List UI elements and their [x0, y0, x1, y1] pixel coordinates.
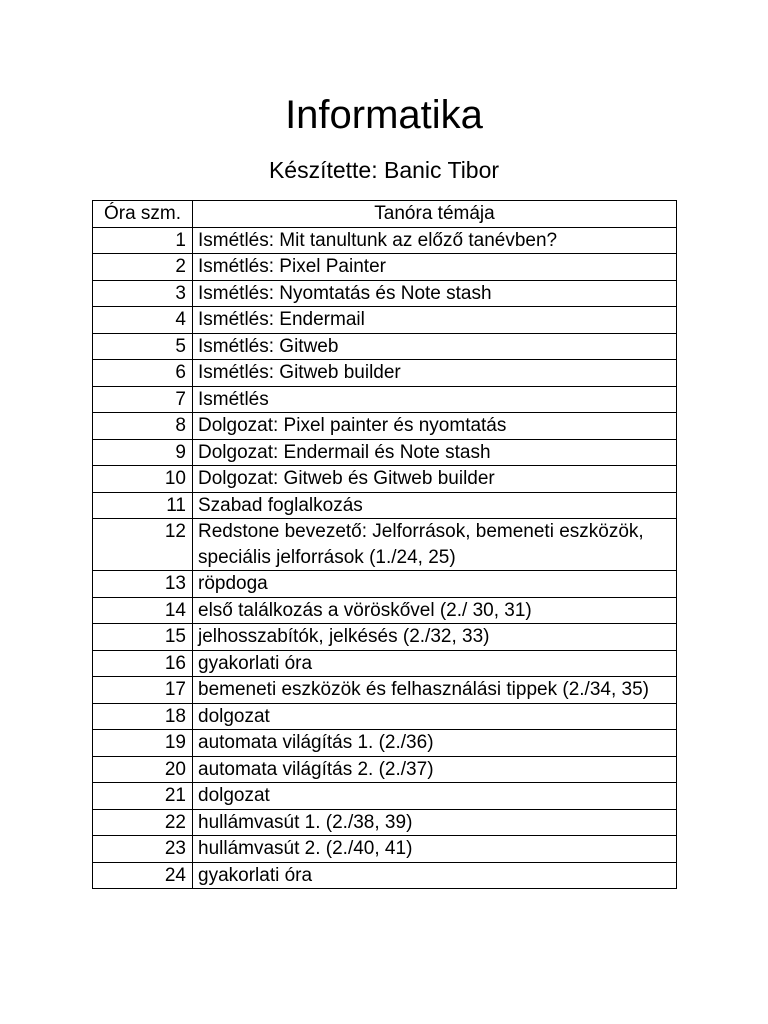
table-row [93, 227, 677, 254]
lesson-number-cell: 17 [93, 677, 193, 704]
table-header-row [93, 201, 677, 228]
table-row [93, 254, 677, 281]
lesson-topic-cell: Dolgozat: Gitweb és Gitweb builder [193, 466, 677, 493]
lesson-topic-cell: dolgozat [193, 703, 677, 730]
lesson-topic-cell: gyakorlati óra [193, 862, 677, 889]
lesson-number-cell: 21 [93, 783, 193, 810]
table-row [93, 386, 677, 413]
lesson-number-cell: 8 [93, 413, 193, 440]
lesson-topic-cell: bemeneti eszközök és felhasználási tippek (2./34, 35) [193, 677, 677, 704]
table-row [93, 413, 677, 440]
lesson-topic-cell: Ismétlés: Pixel Painter [193, 254, 677, 281]
lesson-number-cell: 7 [93, 386, 193, 413]
lesson-topic-cell: Ismétlés: Nyomtatás és Note stash [193, 280, 677, 307]
table-row [93, 677, 677, 704]
lesson-number-cell: 6 [93, 360, 193, 387]
column-header-lesson-number: Óra szm. [93, 201, 193, 228]
lesson-topic-cell: hullámvasút 1. (2./38, 39) [193, 809, 677, 836]
lesson-topic-cell: Dolgozat: Pixel painter és nyomtatás [193, 413, 677, 440]
lesson-number-cell: 15 [93, 624, 193, 651]
lesson-number-cell: 11 [93, 492, 193, 519]
lesson-number-cell: 13 [93, 571, 193, 598]
lesson-topic-cell: dolgozat [193, 783, 677, 810]
table-row [93, 862, 677, 889]
table-row [93, 492, 677, 519]
lesson-number-cell: 2 [93, 254, 193, 281]
lesson-topic-cell: első találkozás a vöröskővel (2./ 30, 31) [193, 597, 677, 624]
lesson-topic-cell: Redstone bevezető: Jelforrások, bemeneti eszközök, speciális jelforrások (1./24, 25) [193, 519, 677, 571]
lesson-number-cell: 22 [93, 809, 193, 836]
lesson-topic-cell: hullámvasút 2. (2./40, 41) [193, 836, 677, 863]
lesson-topic-cell: Ismétlés: Gitweb [193, 333, 677, 360]
table-row [93, 703, 677, 730]
table-row [93, 466, 677, 493]
table-body [93, 227, 677, 889]
lesson-topic-cell: Ismétlés [193, 386, 677, 413]
table-row [93, 307, 677, 334]
lesson-topic-cell: röpdoga [193, 571, 677, 598]
table-row [93, 439, 677, 466]
table-row [93, 571, 677, 598]
lesson-number-cell: 3 [93, 280, 193, 307]
column-header-lesson-topic: Tanóra témája [193, 201, 677, 228]
page-subtitle: Készítette: Banic Tibor [268, 157, 500, 183]
lesson-topic-cell: Ismétlés: Mit tanultunk az előző tanévben? [193, 227, 677, 254]
table-row [93, 597, 677, 624]
lesson-number-cell: 24 [93, 862, 193, 889]
table-row [93, 783, 677, 810]
lesson-topic-cell: Szabad foglalkozás [193, 492, 677, 519]
table-row [93, 333, 677, 360]
lesson-number-cell: 1 [93, 227, 193, 254]
table-row [93, 836, 677, 863]
lesson-number-cell: 19 [93, 730, 193, 757]
lesson-table [92, 200, 677, 889]
table-row [93, 809, 677, 836]
lesson-number-cell: 9 [93, 439, 193, 466]
table-row [93, 624, 677, 651]
lesson-topic-cell: Ismétlés: Gitweb builder [193, 360, 677, 387]
lesson-number-cell: 18 [93, 703, 193, 730]
lesson-topic-cell: automata világítás 2. (2./37) [193, 756, 677, 783]
lesson-number-cell: 10 [93, 466, 193, 493]
lesson-topic-cell: Ismétlés: Endermail [193, 307, 677, 334]
lesson-number-cell: 4 [93, 307, 193, 334]
table-row [93, 650, 677, 677]
table-row [93, 730, 677, 757]
lesson-number-cell: 23 [93, 836, 193, 863]
lesson-topic-cell: Dolgozat: Endermail és Note stash [193, 439, 677, 466]
table-header [93, 201, 677, 228]
table-row [93, 360, 677, 387]
table-row [93, 756, 677, 783]
lesson-topic-cell: jelhosszabítók, jelkésés (2./32, 33) [193, 624, 677, 651]
lesson-topic-cell: automata világítás 1. (2./36) [193, 730, 677, 757]
page-title: Informatika [285, 93, 483, 137]
lesson-number-cell: 12 [93, 519, 193, 571]
lesson-number-cell: 5 [93, 333, 193, 360]
table-row [93, 519, 677, 571]
lesson-number-cell: 20 [93, 756, 193, 783]
lesson-number-cell: 16 [93, 650, 193, 677]
lesson-number-cell: 14 [93, 597, 193, 624]
lesson-topic-cell: gyakorlati óra [193, 650, 677, 677]
table-row [93, 280, 677, 307]
